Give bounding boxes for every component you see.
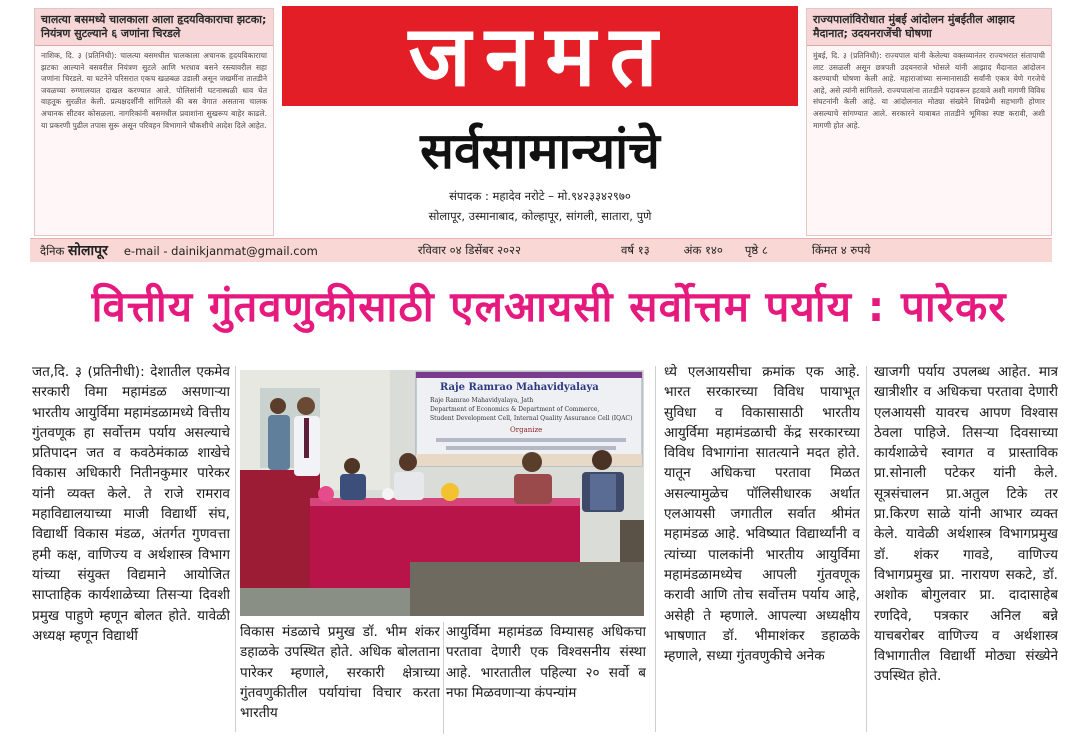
column-divider [866,366,867,732]
edition-cities: सोलापूर, उस्मानाबाद, कोल्हापूर, सांगली, सातारा, पुणे [428,209,652,223]
column-divider [235,366,236,732]
article-column-3: आयुर्विमा महामंडळ विम्यासह अधिकचा परतावा देणारी एक विश्वसनीय संस्था आहे. भारतातील पहिल्या २० सर्वो ब नफा मिळवणाऱ्या कंपन्यांम [446,624,646,701]
banner-text-row [446,446,616,450]
event-photo [240,370,644,616]
banner-line-3: Student Development Cell, Internal Quality Assurance Cell (IQAC) [430,415,633,422]
seated-guest-body [514,474,552,504]
banner-text-row [436,438,626,442]
shirt-check-pattern [590,474,616,510]
banner-title: Raje Ramrao Mahavidyalaya [440,382,599,393]
issue-number: अंक १४० [683,243,723,257]
newspaper-logo: जनमत [282,6,798,106]
right-box-headline: राज्यपालांविरोधात मुंबई आंदोलन मुंबईतील आझाद मैदानात; उदयनराजेंची घोषणा [807,9,1051,46]
banner-line-4: Organize [510,426,543,434]
article-column-5: खाजगी पर्याय उपलब्ध आहेत. मात्र खात्रीशीर व अधिकचा परतावा देणारी एलआयसी यावरच आपण विश्वास ठेवला पाहिजे. तिसऱ्या दिवसाच्या कार्यशाळेचे स्वागत व प्रास्ताविक प्रा.सोनाली पटेकर यांनी केले. सूत्रसंचालन प्रा.अतुल टिके तर प्रा.किरण साळे यांनी आभार व्यक्त केले. यावेळी अर्थशास्त्र विभागप्रमुख डॉ. शंकर गावडे, वाणिज्य विभागप्रमुख प्रा. नारायण सकटे, डॉ. अशोक बोगुलवार प्रा. दादासाहेब रणदिवे, पत्रकार अनिल बन्ने याचबरोबर वाणिज्य व अर्थशास्त्र विभागातील विद्यार्थी मोठ्या संख्येने उपस्थित होते. [874,364,1058,685]
seated-guest-body [394,472,424,500]
article-column-4: ध्ये एलआयसीचा क्रमांक एक आहे. भारत सरकारच्या विविध पायाभूत सुविधा व विकासासाठी भारतीय आयुर्विमा महामंडळाची केंद्र सरकारच्या विविध विभागांना सातत्याने मदत होते. यातून अधिकचा परतावा मिळत असल्यामुळेच पॉलिसीधारक अर्थात एलआयसी जगातील सर्वात श्रीमंत महामंडळ आहे. भविष्यात विद्यार्थ्यांनी व त्यांच्या पालकांनी भारतीय आयुर्विमा महामंडळामध्येच आपली गुंतवणूक करावी आणि तोच सर्वोत्तम पर्याय आहे, असेही ते म्हणाले. आपल्या अध्यक्षीय भाषणात डॉ. भीमाशंकर डहाळके म्हणाले, सध्या गुंतवणुकीचे अनेक [664,364,860,665]
issue-info-bar [30,238,1052,262]
daily-word: दैनिक [40,244,65,258]
guest-head [270,398,286,414]
masthead [0,0,1080,262]
article-column-1: जत,दि. ३ (प्रतिनीधी): देशातील एकमेव सरकारी विमा महामंडळ असणाऱ्या भारतीय आयुर्विमा महामंडळामध्ये वित्तीय गुंतवणूक हा सर्वोत्तम पर्याय असल्याचे प्रतिपादन जत व कवठेमंकाळ शाखेचे विकास अधिकारी नितीनकुमार पारेकर यांनी व्यक्त केले. ते राजे रामराव महाविद्यालयाच्या माजी विद्यार्थी संघ, विद्यार्थी विकास मंडळ, अंतर्गत गुणवत्ता हमी कक्ष, वाणिज्य व अर्थशास्त्र विभाग यांच्या संयुक्त विद्यमाने आयोजित साप्ताहिक कार्यशाळेच्या तिसऱ्या दिवशी प्रमुख पाहुणे म्हणून बोलत होते. यावेळी अध्यक्ष म्हणून विद्यार्थी [32,364,230,644]
edition-city: सोलापूर [67,243,108,259]
flower-icon [441,483,459,501]
banner-line-1: Raje Ramrao Mahavidyalaya, Jath [430,397,534,404]
seated-guest-body [340,474,366,500]
issue-date: रविवार ०४ डिसेंबर २०२२ [417,243,522,257]
seated-guest-head [344,458,360,474]
column-divider [655,366,656,732]
seated-guest-head [592,450,612,470]
water-bottle-icon [382,488,394,500]
editor-line: संपादक : महादेव नरोटे – मो.९४२३३४२९७० [449,189,631,203]
column-divider [443,622,444,734]
seated-guest-head [399,453,417,471]
issue-price: किंमत ४ रुपये [811,243,871,257]
article-headline: वित्तीय गुंतवणुकीसाठी एलआयसी सर्वोत्तम पर्याय : पारेकर [91,282,1007,331]
event-photo-drawing [240,370,644,616]
left-box-headline: चालत्या बसमध्ये चालकाला आला हृदयविकाराचा झटका; नियंत्रण सुटल्याने ६ जणांना चिरडले [35,9,273,46]
page-count: पृष्ठे ८ [744,243,768,257]
foreground-table [410,562,644,616]
daily-label [40,241,108,260]
seated-guest-head [522,452,542,472]
article-column-2: विकास मंडळाचे प्रमुख डॉ. भीम शंकर डहाळके उपस्थित होते. अधिक बोलताना पारेकर म्हणाले, सरकारी क्षेत्राच्या गुंतवणुकीतील पर्यायांचा विचार करता भारतीय [240,624,440,722]
masthead-left-news-box [34,8,274,236]
left-box-body: नाशिक, दि. ३ (प्रतिनिधी): चालत्या बसमधील चालकाला अचानक हृदयविकाराचा झटका आल्याने बसवरील नियंत्रण सुटले आणि भरधाव बसने रस्त्यावरील सहा जणांना चिरडले. या घटनेने परिसरात एकच खळबळ उडाली असून जखमींना तातडीने जवळच्या रुग्णालयात दाखल करण्यात आले. पोलिसांनी घटनास्थळी धाव घेत वाहतूक सुरळीत केली. प्रत्यक्षदर्शींनी सांगितले की बस वेगात असताना चालक अचानक सीटवर कोसळला. नागरिकांनी बसमधील प्रवाशांना सुखरूप बाहेर काढले. या प्रकरणी पुढील तपास सुरू असून परिवहन विभागाने चौकशीचे आदेश दिले आहेत. [41,51,267,130]
speaker-head [297,397,315,415]
right-box-body: मुंबई, दि. ३ (प्रतिनिधी): राज्यपाल यांनी केलेल्या वक्तव्यानंतर राज्यभरात संतापाची लाट उसळली असून छत्रपती उदयनराजे भोसले यांनी आझाद मैदानात आंदोलन करण्याची घोषणा केली आहे. महाराजांच्या सन्मानासाठी सर्वांनी एकत्र येणे गरजेचे आहे, असे त्यांनी सांगितले. राज्यपालांना तातडीने पदावरून हटवावे अशी मागणी विविध संघटनांनी केली आहे. या आंदोलनात मोठ्या संख्येने शिवप्रेमी सहभागी होणार असल्याचे सांगण्यात आले. सरकारने याबाबत तातडीने भूमिका स्पष्ट करावी, अशी मागणी होत आहे. [813,51,1045,130]
newspaper-tagline: सर्वसामान्यांचे [420,122,660,180]
guest-body [268,415,290,470]
email-address: e-mail - dainikjanmat@gmail.com [123,243,318,258]
banner-stripe [416,372,642,378]
issue-year: वर्ष १३ [621,243,650,257]
banner-line-2: Department of Economics & Department of Commerce, [430,406,600,413]
speaker-tie [304,418,309,458]
masthead-right-news-box [806,8,1052,236]
flower-icon [318,486,334,502]
